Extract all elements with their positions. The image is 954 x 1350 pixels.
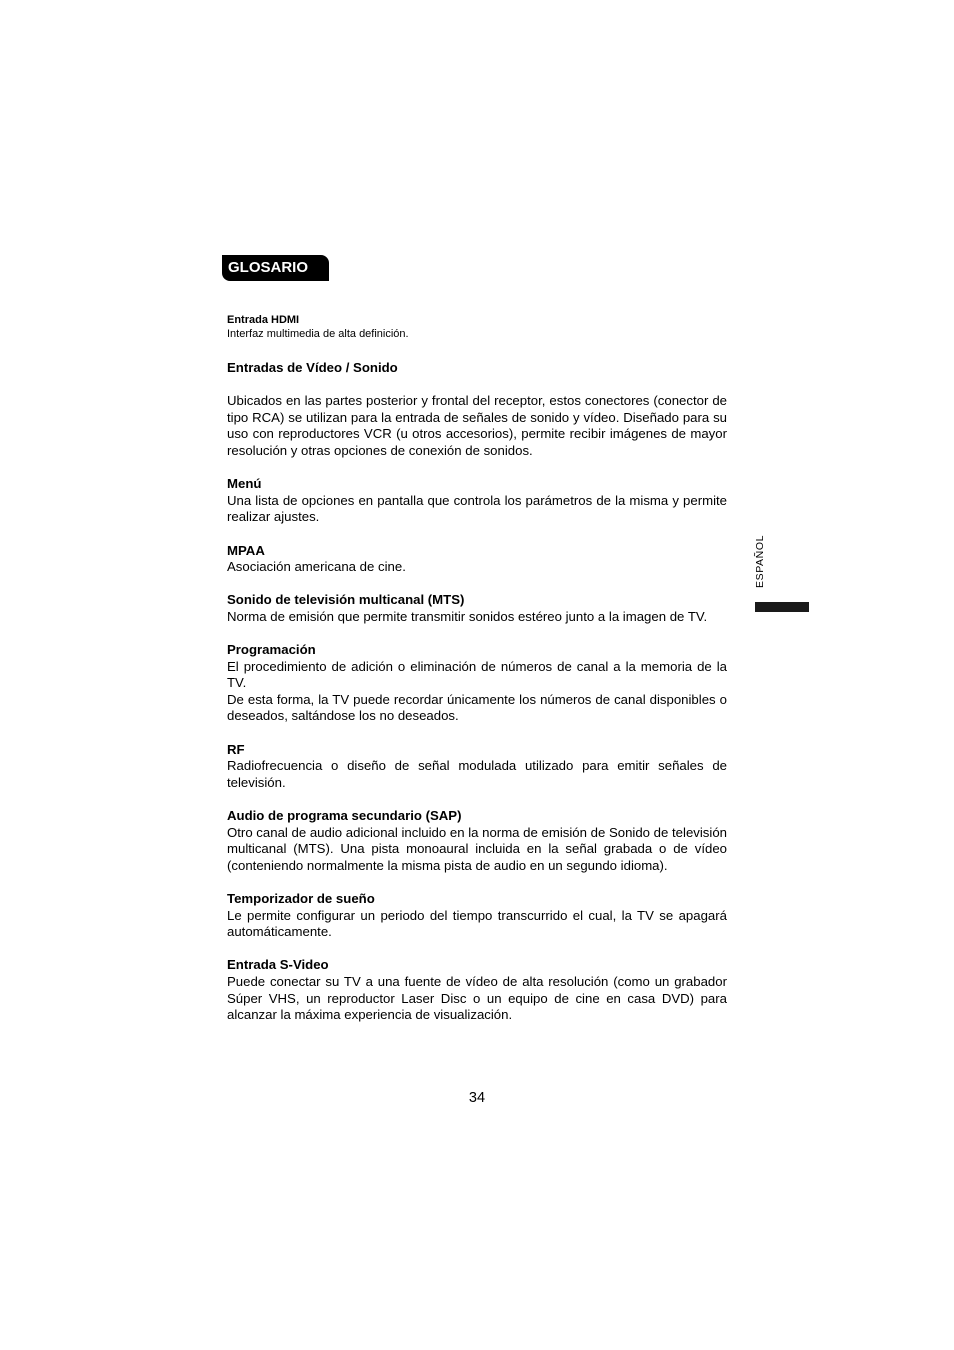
glossary-entry-mts [227,592,727,625]
glossary-term: Entrada S-Video [227,957,329,973]
glossary-term: Programación [227,642,316,658]
glossary-term: Sonido de televisión multicanal (MTS) [227,592,465,608]
glossary-definition: Una lista de opciones en pantalla que controla los parámetros de la misma y permite realizar ajustes. [227,492,727,525]
glossary-definition: Ubicados en las partes posterior y frontal del receptor, estos conectores (conector de tipo RCA) se utilizan para la entrada de señales de sonido y vídeo. Diseñado para su uso con reproductores VCR (u otros accesorios), permite recibir imágenes de mayor resolución y otras opciones de conexión de sonidos. [227,393,727,458]
glossary-term: Temporizador de sueño [227,891,375,906]
glossary-definition: Norma de emisión que permite transmitir sonidos estéreo junto a la imagen de TV. [227,608,708,624]
glossary-definition: Interfaz multimedia de alta definición. [227,328,409,340]
glossary-definition: Otro canal de audio adicional incluido en la norma de emisión de Sonido de televisión multicanal (MTS). Una pista monoaural incluida en la señal grabada o de vídeo (conteniendo normalmente la misma pista de audio en un segundo idioma). [227,824,727,873]
glossary-entry-hdmi [227,313,727,341]
glossary-definition: De esta forma, la TV puede recordar únicamente los números de canal disponibles o deseados, saltándose los no deseados. [227,691,727,724]
glossary-definition: Le permite configurar un periodo del tiempo transcurrido el cual, la TV se apagará automáticamente. [227,907,727,940]
language-marker-bar [755,602,809,612]
glossary-term: Entradas de Vídeo / Sonido [227,360,398,375]
page-number: 34 [468,1090,486,1106]
glossary-entry-rf [227,742,727,792]
glossary-term: RF [227,741,245,757]
glossary-definition: Puede conectar su TV a una fuente de vídeo de alta resolución (como un grabador Súper VHS, un reproductor Laser Disc o un equipo de cine en casa DVD) para alcanzar la máxima experiencia de visualización. [227,973,727,1023]
section-title: GLOSARIO [222,255,329,281]
glossary-list [227,313,727,1040]
glossary-term: MPAA [227,542,265,558]
glossary-entry-mpaa [227,543,727,576]
language-label: ESPAÑOL [754,534,766,588]
glossary-definition: Asociación americana de cine. [227,559,406,575]
glossary-entry-menu [227,476,727,526]
glossary-entry-video-sound [227,360,727,460]
glossary-term: Menú [227,476,262,492]
glossary-term: Audio de programa secundario (SAP) [227,808,462,824]
glossary-entry-sap [227,808,727,874]
glossary-term: Entrada HDMI [227,314,300,326]
glossary-entry-programming [227,642,727,725]
glossary-entry-sleep-timer [227,891,727,941]
glossary-definition: El procedimiento de adición o eliminación de números de canal a la memoria de la TV. [227,658,727,691]
glossary-definition: Radiofrecuencia o diseño de señal modulada utilizado para emitir señales de televisión. [227,758,727,790]
glossary-entry-s-video [227,957,727,1023]
